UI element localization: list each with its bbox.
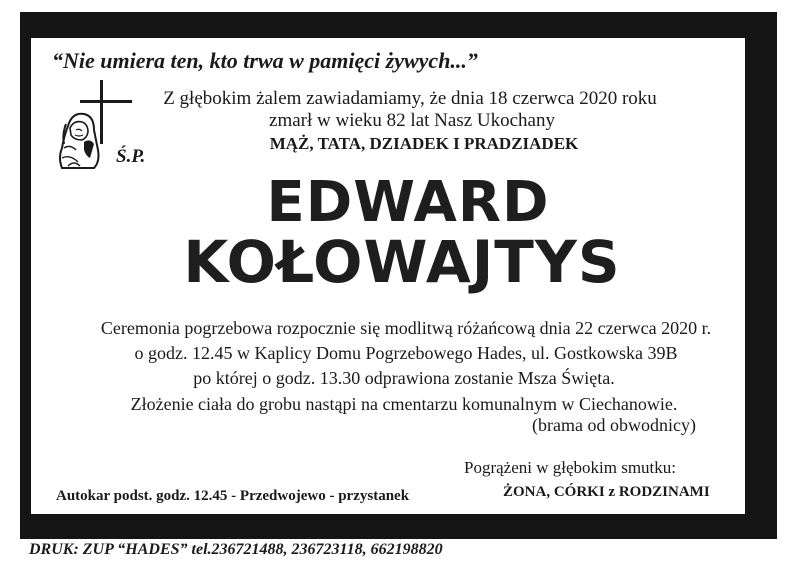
announcement-line-1: Z głębokim żalem zawiadamiamy, że dnia 18 czerwca 2020 roku — [163, 88, 657, 109]
printer-credit: DRUK: ZUP “HADES” tel.236721488, 236723118, 662198820 — [29, 541, 443, 558]
deceased-last-name: KOŁOWAJTYS — [183, 228, 621, 296]
ceremony-line-4: Złożenie ciała do grobu nastąpi na cmentarzu komunalnym w Ciechanowie. — [130, 394, 678, 414]
announcement-relation: MĄŻ, TATA, DZIADEK I PRADZIADEK — [269, 134, 579, 153]
ceremony-line-2: o godz. 12.45 w Kaplicy Domu Pogrzebowego Hades, ul. Gostkowska 39B — [134, 343, 678, 363]
ceremony-line-1: Ceremonia pogrzebowa rozpocznie się modlitwą różańcową dnia 22 czerwca 2020 r. — [100, 318, 712, 338]
sp-label: Ś.P. — [116, 146, 146, 167]
memorial-quote: “Nie umiera ten, kto trwa w pamięci żywych...” — [52, 48, 478, 73]
mourners-names: ŻONA, CÓRKI z RODZINAMI — [503, 484, 710, 500]
mourners-intro: Pogrążeni w głębokim smutku: — [464, 458, 677, 477]
ceremony-line-3: po której o godz. 13.30 odprawiona zostanie Msza Święta. — [193, 368, 615, 388]
deceased-first-name: EDWARD — [266, 170, 550, 235]
ceremony-line-5: (brama od obwodnicy) — [532, 415, 696, 435]
announcement-line-2: zmarł w wieku 82 lat Nasz Ukochany — [269, 110, 555, 131]
bus-info: Autokar podst. godz. 12.45 - Przedwojewo - przystanek — [56, 488, 410, 504]
